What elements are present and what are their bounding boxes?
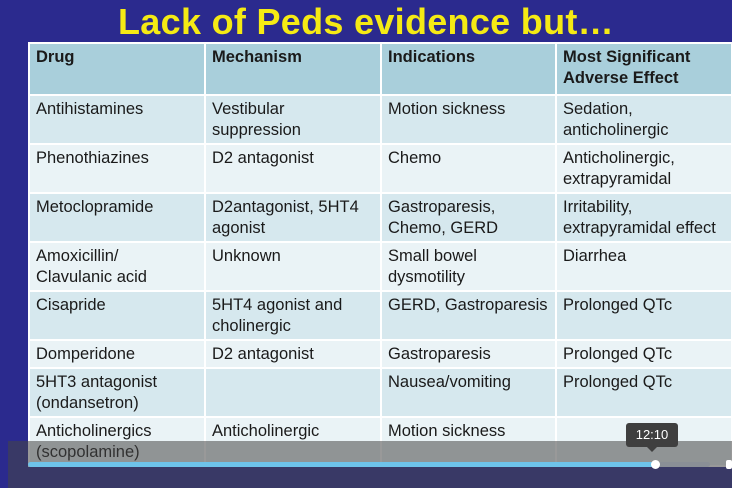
cell-adverse-effect: Prolonged QTc xyxy=(556,291,732,340)
table-row xyxy=(29,242,732,291)
time-tooltip: 12:10 xyxy=(626,423,678,447)
cell-indications: Gastroparesis, Chemo, GERD xyxy=(381,193,556,242)
cell-mechanism: Vestibular suppression xyxy=(205,95,381,144)
table-header-row xyxy=(29,43,732,95)
cell-drug: 5HT3 antagonist (ondansetron) xyxy=(29,368,205,417)
header-indications: Indications xyxy=(381,43,556,95)
progress-end-marker xyxy=(726,460,732,469)
cell-drug: Domperidone xyxy=(29,340,205,368)
header-drug: Drug xyxy=(29,43,205,95)
cell-mechanism: Unknown xyxy=(205,242,381,291)
cell-adverse-effect: Sedation, anticholinergic xyxy=(556,95,732,144)
cell-adverse-effect: Diarrhea xyxy=(556,242,732,291)
cell-adverse-effect: Anticholinergic, extrapyramidal xyxy=(556,144,732,193)
table-row xyxy=(29,340,732,368)
tooltip-arrow xyxy=(647,447,657,452)
cell-drug: Amoxicillin/ Clavulanic acid xyxy=(29,242,205,291)
table-row xyxy=(29,291,732,340)
cell-mechanism xyxy=(205,368,381,417)
cell-indications: GERD, Gastroparesis xyxy=(381,291,556,340)
cell-mechanism: D2 antagonist xyxy=(205,144,381,193)
cell-drug: Cisapride xyxy=(29,291,205,340)
cell-indications: Gastroparesis xyxy=(381,340,556,368)
slide-title: Lack of Peds evidence but… xyxy=(118,1,614,42)
cell-drug: Antihistamines xyxy=(29,95,205,144)
cell-adverse-effect: Prolonged QTc xyxy=(556,368,732,417)
cell-mechanism: Anticholinergic xyxy=(205,417,381,466)
table-row xyxy=(29,144,732,193)
cell-drug: Metoclopramide xyxy=(29,193,205,242)
video-progress-bar[interactable] xyxy=(28,462,710,467)
cell-indications: Motion sickness xyxy=(381,417,556,466)
cell-mechanism: 5HT4 agonist and cholinergic xyxy=(205,291,381,340)
table-row xyxy=(29,95,732,144)
cell-indications: Chemo xyxy=(381,144,556,193)
drug-table xyxy=(28,42,732,467)
table-row xyxy=(29,193,732,242)
header-adverse-effect: Most Significant Adverse Effect xyxy=(556,43,732,95)
cell-drug: Anticholinergics xyxy=(29,417,205,466)
cell-mechanism: D2 antagonist xyxy=(205,340,381,368)
cell-indications: Small bowel dysmotility xyxy=(381,242,556,291)
table-row xyxy=(29,368,732,417)
cell-indications: Nausea/vomiting xyxy=(381,368,556,417)
cell-adverse-effect: Prolonged QTc xyxy=(556,340,732,368)
header-mechanism: Mechanism xyxy=(205,43,381,95)
progress-played xyxy=(28,462,655,467)
cell-drug: Phenothiazines xyxy=(29,144,205,193)
cell-mechanism: D2antagonist, 5HT4 agonist xyxy=(205,193,381,242)
cell-adverse-effect: Irritability, extrapyramidal effect xyxy=(556,193,732,242)
cell-indications: Motion sickness xyxy=(381,95,556,144)
